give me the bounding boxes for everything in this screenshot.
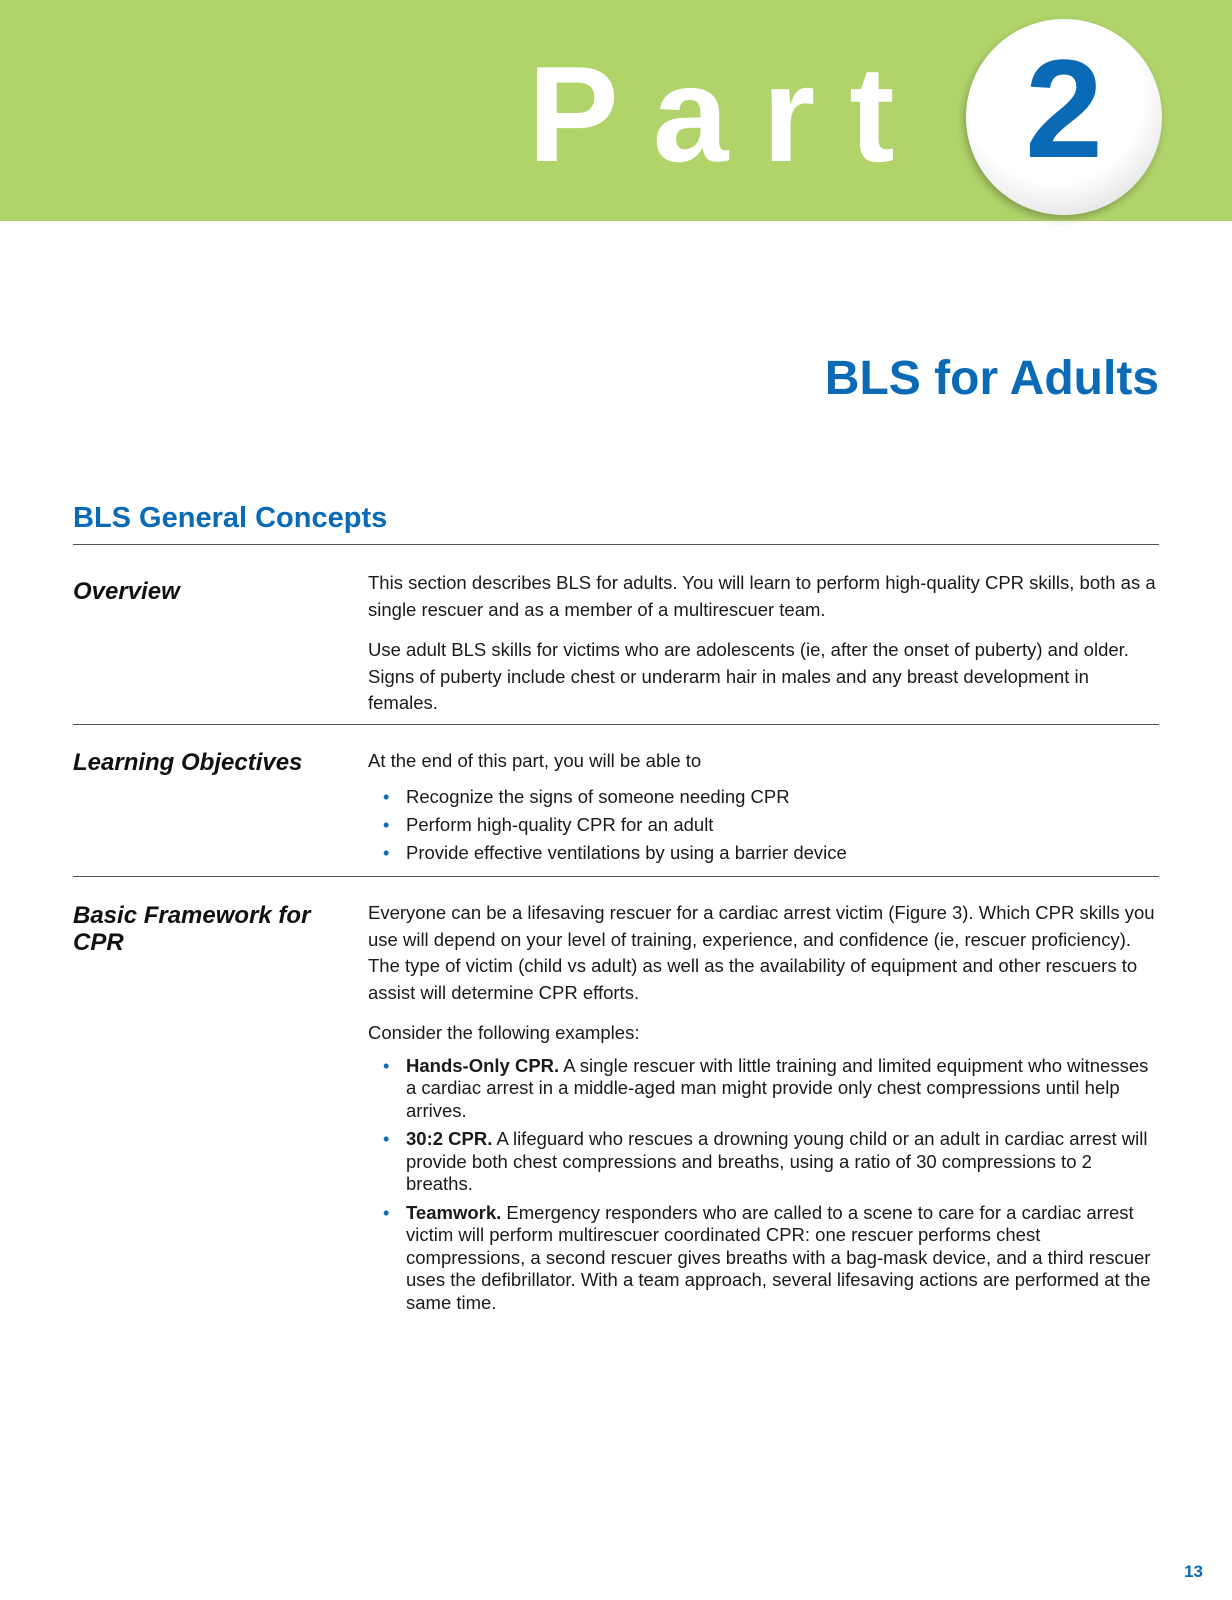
learning-objectives-intro: At the end of this part, you will be able to bbox=[368, 750, 702, 771]
objective-text: Provide effective ventilations by using a barrier device bbox=[406, 841, 847, 863]
page-number: 13 bbox=[1184, 1562, 1203, 1581]
part-banner bbox=[0, 0, 1232, 221]
example-term: 30:2 CPR. bbox=[406, 1128, 493, 1149]
objectives-list bbox=[368, 783, 1158, 867]
bullet-icon: • bbox=[383, 1129, 390, 1149]
section-title: BLS General Concepts bbox=[73, 502, 388, 534]
list-item bbox=[368, 1055, 1158, 1123]
bullet-icon: • bbox=[383, 842, 390, 863]
list-item bbox=[368, 811, 1158, 839]
framework-paragraph: Everyone can be a lifesaving rescuer for a cardiac arrest victim (Figure 3). Which CPR skills you use will depend on your level of training, experience, and confidence (ie, rescuer proficiency). The type of victim (child vs adult) as well as the availability of equipment and other rescuers to assist will determine CPR efforts. bbox=[368, 902, 1155, 1003]
overview-paragraph: Use adult BLS skills for victims who are adolescents (ie, after the onset of puberty) and older. Signs of puberty include chest or underarm hair in males and any breast development in females. bbox=[368, 639, 1129, 713]
overview-body bbox=[368, 570, 1158, 731]
example-term: Teamwork. bbox=[406, 1201, 502, 1223]
objective-text: Perform high-quality CPR for an adult bbox=[406, 813, 714, 835]
examples-intro: Consider the following examples: bbox=[368, 1022, 640, 1043]
list-item bbox=[368, 839, 1158, 867]
bullet-icon: • bbox=[383, 786, 390, 807]
list-item bbox=[368, 783, 1158, 811]
bullet-icon: • bbox=[383, 1055, 390, 1076]
example-text: Emergency responders who are called to a scene to care for a cardiac arrest victim will perform multirescuer coordinated CPR: one rescuer performs chest compressions, a second rescuer gives breaths with a bag-mask device, and a third rescuer uses the defibrillator. With a team approach, several lifesaving actions are performed at the same time. bbox=[406, 1201, 1151, 1313]
section-divider bbox=[73, 544, 1159, 545]
framework-label: Basic Framework for CPR bbox=[73, 902, 311, 956]
bullet-icon: • bbox=[383, 1202, 390, 1223]
framework-body bbox=[368, 900, 1158, 1320]
overview-paragraph: This section describes BLS for adults. You will learn to perform high-quality CPR skills, both as a single rescuer and as a member of a multirescuer team. bbox=[368, 572, 1156, 620]
learning-objectives-body bbox=[368, 748, 1158, 867]
bullet-icon: • bbox=[383, 814, 390, 835]
learning-objectives-label: Learning Objectives bbox=[73, 749, 303, 776]
row-divider bbox=[73, 876, 1159, 877]
page-title: BLS for Adults bbox=[824, 352, 1159, 405]
part-label: Part bbox=[528, 38, 929, 190]
example-term: Hands-Only CPR. bbox=[406, 1054, 560, 1076]
overview-label: Overview bbox=[73, 578, 180, 605]
list-item bbox=[368, 1128, 1158, 1196]
objective-text: Recognize the signs of someone needing CPR bbox=[406, 785, 790, 807]
examples-list bbox=[368, 1055, 1158, 1315]
part-number: 2 bbox=[1025, 30, 1103, 187]
example-text: A single rescuer with little training and limited equipment who witnesses a cardiac arrest in a middle-aged man might provide only chest compressions until help arrives. bbox=[406, 1054, 1149, 1121]
row-divider bbox=[73, 724, 1159, 725]
list-item bbox=[368, 1202, 1158, 1315]
example-text: A lifeguard who rescues a drowning young child or an adult in cardiac arrest will provide both chest compressions and breaths, using a ratio of 30 compressions to 2 breaths. bbox=[406, 1128, 1148, 1194]
